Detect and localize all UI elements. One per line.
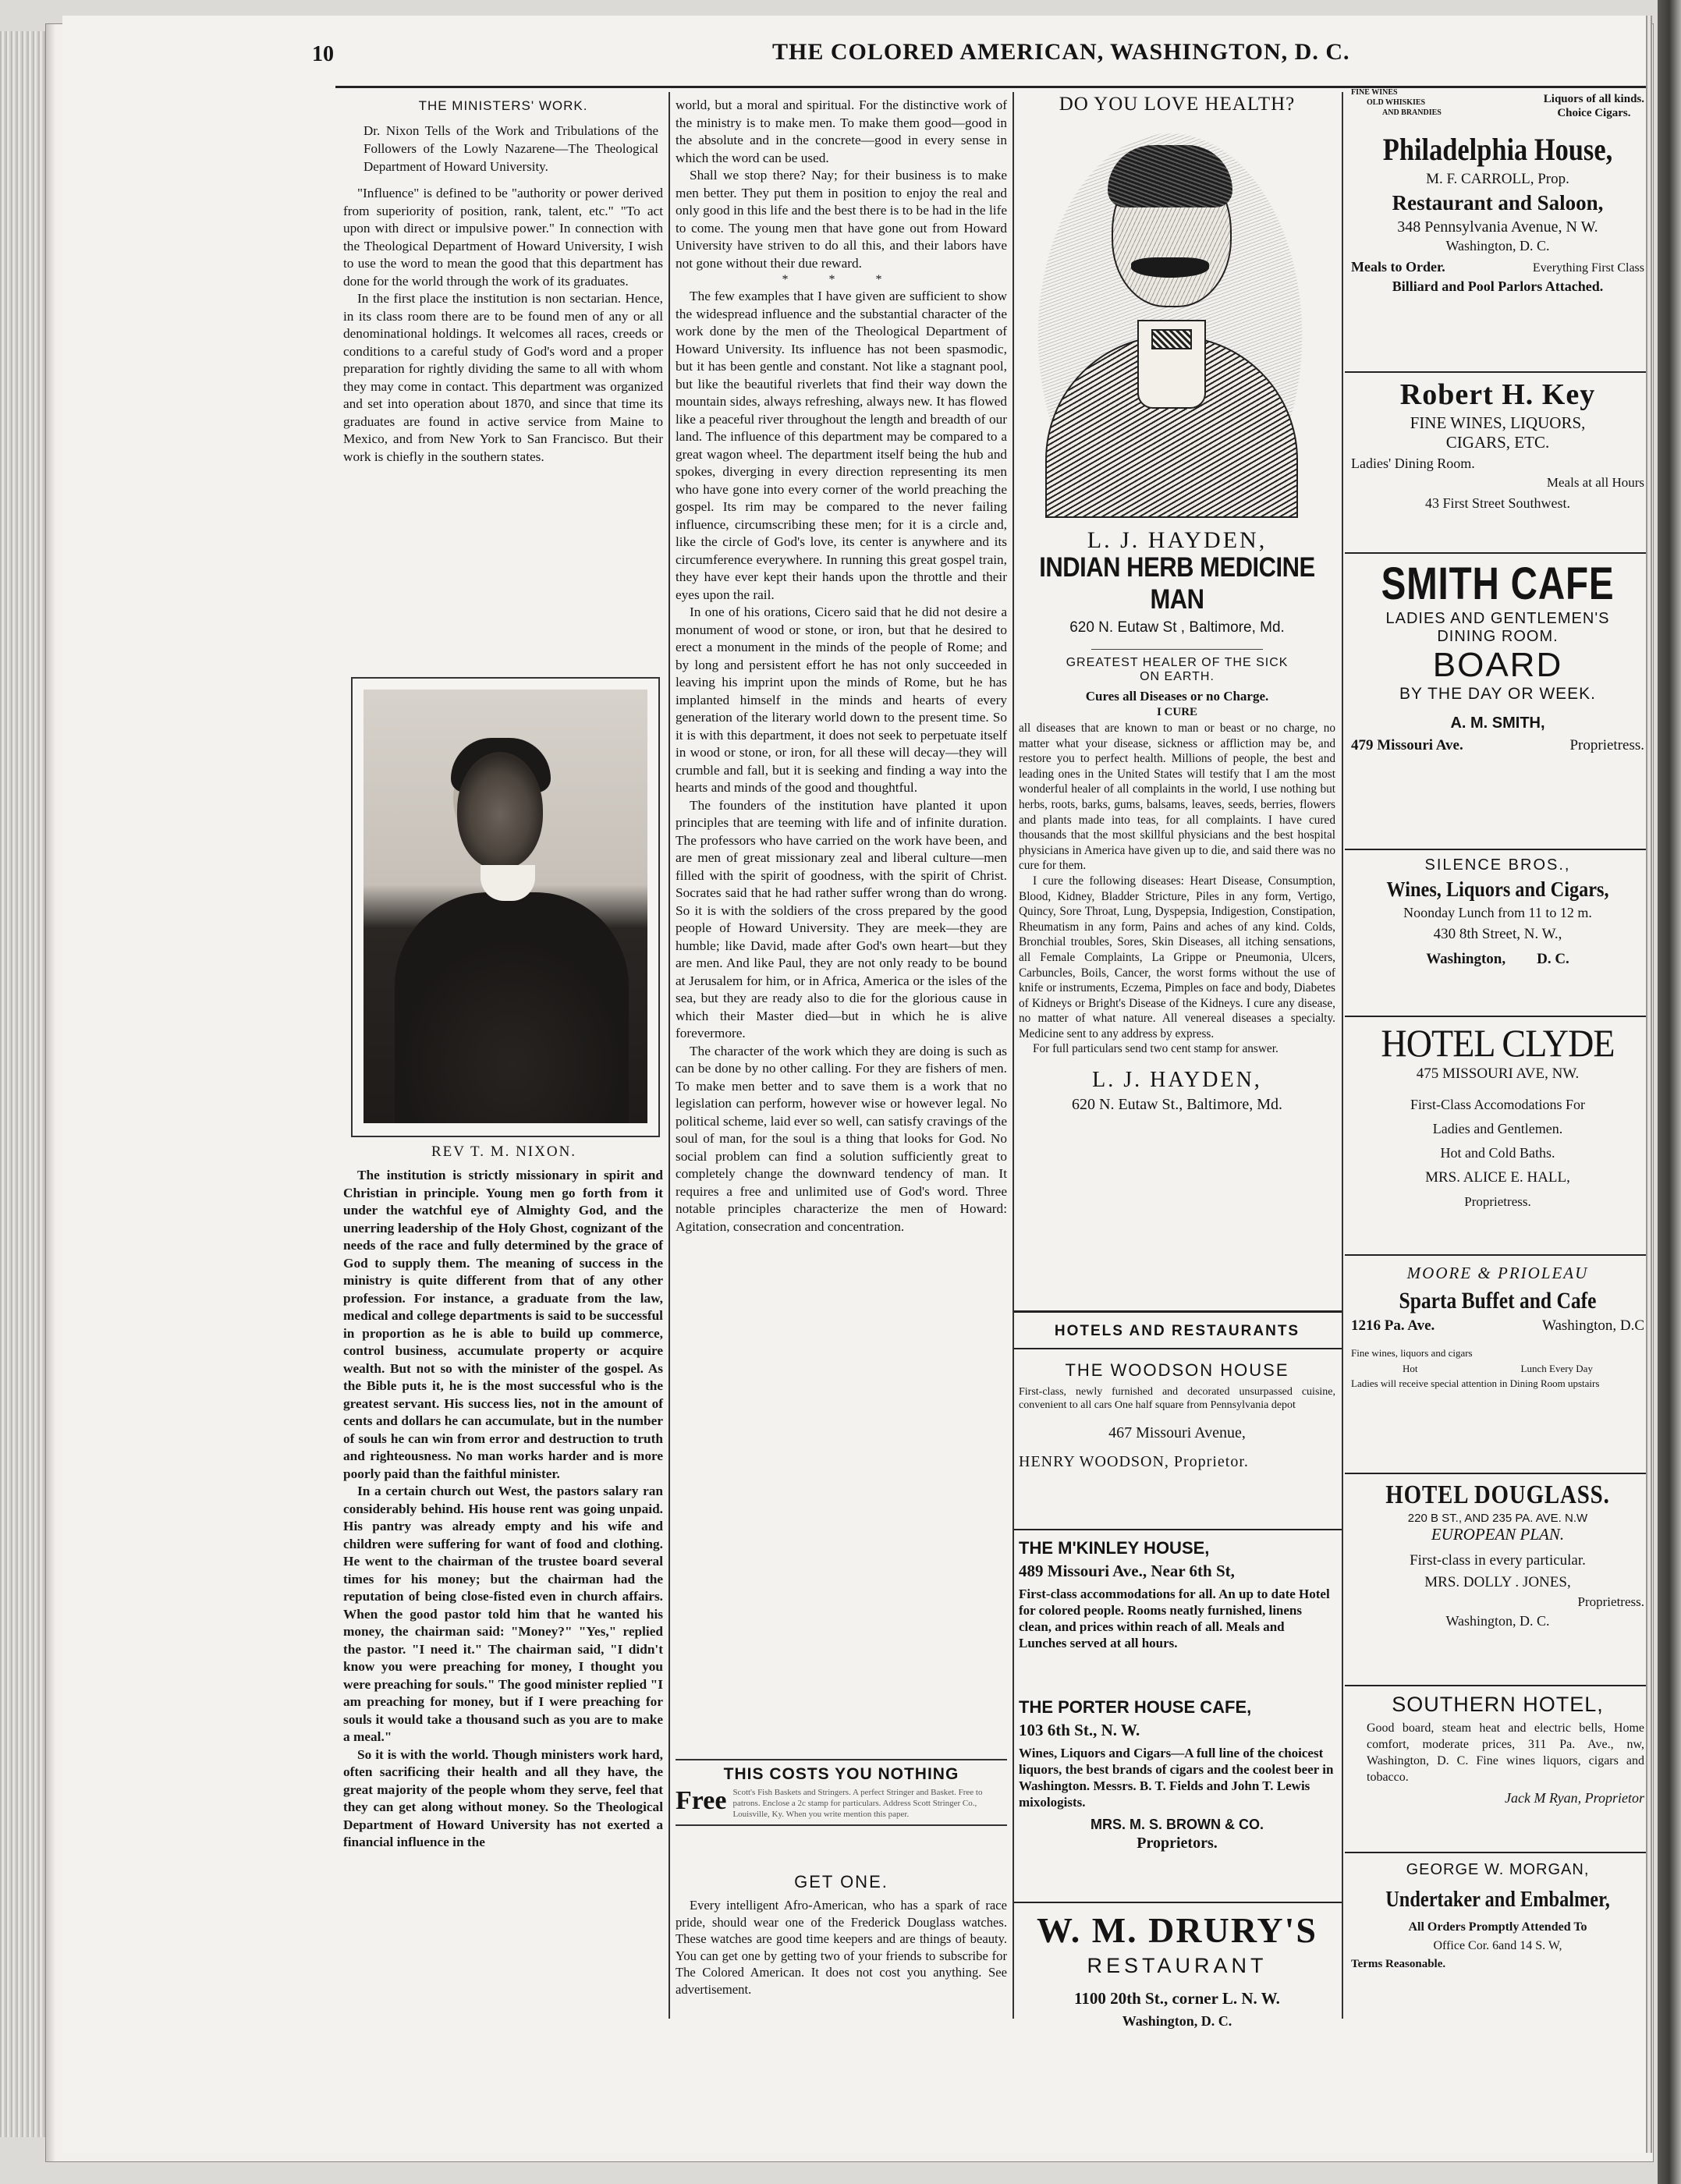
paragraph: world, but a moral and spiritual. For the distinctive work of the ministry is to make men. To make them good—good in the absolute and in the concrete—good in every sense in which the word can be used. — [676, 98, 1007, 165]
photo-coat — [395, 892, 629, 1123]
ad-text: Good board, steam heat and electric bells, Home comfort, moderate prices, 311 Pa. Ave., nw, Washington, D. C. Fine wines liquors, cigars and tobacco. — [1367, 1721, 1644, 1784]
ad-title: THE WOODSON HOUSE — [1065, 1360, 1289, 1380]
ad-line1: First-Class Accomodations For — [1410, 1097, 1585, 1112]
ad-smith — [1351, 558, 1644, 754]
ad-title: SOUTHERN HOTEL, — [1392, 1693, 1604, 1716]
paragraph: In one of his orations, Cicero said that he did not desire a monument of wood or stone, or iron, but that he desired to erect a monument in the minds of the people of Rome; and by long and persistent effort he has not only succeeded in leaving his imprint upon the minds of Rome, but he has implanted himself in the minds and hearts of every generation of the literary world down to the present time. So it is with this department, it does not seek to perpetuate itself in wood or stone, or iron, for all these will decay—they will crumble and fall, but it is seeking and finding a way into the hearts and minds of the good and thoughtful. — [676, 604, 1007, 795]
ad-woodson — [1019, 1360, 1335, 1471]
ad-address: 1216 Pa. Ave. — [1351, 1317, 1435, 1334]
ad-line1: All Orders Promptly Attended To — [1408, 1920, 1587, 1934]
ad-proprietor: Proprietress. — [1464, 1194, 1531, 1209]
ad-free: Free — [676, 1786, 727, 1815]
ad-title: HOTEL CLYDE — [1381, 1021, 1615, 1065]
ad-line2: Ladies and Gentlemen. — [1432, 1121, 1563, 1136]
ad-morgan — [1351, 1861, 1644, 1971]
ad-title: THE M'KINLEY HOUSE, — [1019, 1538, 1210, 1558]
photo-face — [457, 752, 543, 869]
paragraph: I cure the following diseases: Heart Disease, Consumption, Blood, Kidney, Bladder Stricture, Piles in any form, Vertigo, Quincy, Sore Throat, Lung, Dyspepsia, Indigestion, Constipation, Rheumatism in any form, Pains and aches of any kind. Colds, Bronchial troubles, Sores, Skin Diseases, all itching sensations, all Female Complaints, La Grippe or Pneumonia, Ulcers, Carbuncles, Boils, Cancer, the worst forms without the use of knife or instruments, Eczema, Pimples on face and body, Diabetes of Kidneys or Bright's Disease of the Kidneys. I cure any disease, no matter of what nature. All venereal diseases a specialty. Medicine sent to any address by express. — [1019, 874, 1335, 1041]
ad-city: Washington, D. C. — [1445, 238, 1550, 254]
ad-title: Robert H. Key — [1399, 378, 1596, 411]
ad-proprietor: Proprietress. — [1569, 737, 1644, 753]
ad-text: First-class accommodations for all. An up to date Hotel for colored people. Rooms neatly furnished, linens clean, and prices within reach of all. Meals and Lunches served at all hours. — [1019, 1587, 1330, 1650]
ad-text — [676, 1897, 1007, 1998]
ad-lunch: Noonday Lunch from 11 to 12 m. — [1403, 905, 1592, 920]
ad-address: 430 8th Street, N. W., — [1433, 926, 1562, 942]
ad-top: DO YOU LOVE HEALTH? — [1059, 94, 1296, 115]
ad-get-one — [676, 1872, 1007, 1998]
ad-title: W. M. DRURY'S — [1036, 1910, 1318, 1950]
article-body-2 — [676, 97, 1007, 1236]
book-edge — [0, 31, 48, 2137]
ad-healer: GREATEST HEALER OF THE SICK ON EARTH. — [1066, 656, 1289, 683]
article-body-1 — [343, 185, 663, 466]
ad-lunch: Lunch Every Day — [1520, 1363, 1593, 1374]
ad-address: 467 Missouri Avenue, — [1108, 1424, 1246, 1441]
ad-drury — [1019, 1909, 1335, 2030]
article-heading: THE MINISTERS' WORK. — [418, 98, 588, 113]
ad-sub: RESTAURANT — [1087, 1954, 1268, 1977]
ad-terms: Terms Reasonable. — [1351, 1958, 1446, 1970]
ad-hayden-body — [1019, 527, 1335, 1114]
section-stars: * * * — [782, 273, 901, 286]
portrait-tie — [1151, 329, 1192, 349]
column-divider — [668, 92, 670, 2019]
scanner-edge — [1658, 0, 1681, 2184]
ad-key — [1351, 378, 1644, 512]
ad-rule — [1345, 1852, 1646, 1853]
ad-title: GEORGE W. MORGAN, — [1406, 1861, 1590, 1878]
ad-line1: FINE WINES, LIQUORS, — [1410, 413, 1586, 432]
ad-address: 475 MISSOURI AVE, NW. — [1416, 1065, 1580, 1082]
ad-address: 479 Missouri Ave. — [1351, 737, 1463, 753]
paragraph: In the first place the institution is non sectarian. Hence, in its class room there are to be found men of any or all denominational holdings. It welcomes all races, creeds or conditions to a careful study of God's word and a proper preparation for rightly dividing the same to all with whom they may come in contact. This department was organized and set into operation about 1870, and since that time its graduates are found in active service from Maine to Mexico, and from New York to San Francisco. But their work is chiefly in the southern states. — [343, 291, 663, 464]
ad-name: MRS. DOLLY . JONES, — [1424, 1574, 1571, 1590]
masthead: THE COLORED AMERICAN, WASHINGTON, D. C. — [772, 39, 1350, 65]
portrait-photo-frame — [351, 677, 660, 1137]
article-body-1b — [343, 1167, 663, 1852]
ad-address: 220 B ST., AND 235 PA. AVE. N.W — [1407, 1512, 1588, 1525]
ad-text — [1019, 721, 1335, 1057]
ad-hayden — [1019, 94, 1335, 115]
paragraph: Every intelligent Afro-American, who has a spark of race pride, should wear one of the Frederick Douglass watches. These watches are good time keepers and are things of beauty. You can get one by getting two of your friends to subscribe for The Colored American. It does not cost you anything. See advertisement. — [676, 1898, 1007, 1997]
paragraph: The few examples that I have given are sufficient to show the widespread influence and the substantial character of the work done by the men of the Theological Department of Howard University. Its influence has not been spasmodic, but it has been gentle and constant. Not like a stagnant pool, but like the beautiful riverlets that find their way down the mountain sides, always refreshing, always new. It has flowed like a peaceful river throughout the length and breadth of our land. The influence of this department may be compared to a great wagon wheel. The department itself being the hub and spokes, diverging in every direction representing its men who have gone into every corner of the world preaching the gospel. Its rim may be compared to the never failing influence, circumscribing these men; for it is a circle and, like the circle of God's love, its center is anywhere and its circumference everywhere. In running this great gospel train, they have ever kept their hands upon the throttle and their eyes upon the rail. — [676, 289, 1007, 602]
ad-rule — [1345, 1254, 1646, 1256]
ad-title: SMITH CAFE — [1381, 558, 1615, 609]
ad-text: Wines, Liquors and Cigars—A full line of the choicest liquors, the best brands of cigars and the coolest beer in Washington. Messrs. B. T. Fields and John T. Lewis mixologists. — [1019, 1746, 1334, 1810]
paragraph: For full particulars send two cent stamp for answer. — [1033, 1042, 1278, 1056]
column-divider — [1342, 92, 1343, 2019]
ad-line2: Office Cor. 6and 14 S. W, — [1433, 1939, 1562, 1952]
page-number: 10 — [312, 42, 334, 66]
ad-porter — [1019, 1697, 1335, 1852]
paragraph: "Influence" is defined to be "authority or power derived from superiority of position, rank, talent, etc." "To act upon with direct or impulsive power." In connection with the Theological Department of Howard University, I wish to use the word to mean the good that this department has done for the world through the work of its graduates. — [343, 186, 663, 289]
article-column-1 — [343, 92, 663, 466]
ad-cigars: Choice Cigars. — [1557, 107, 1631, 119]
ad-rule — [1014, 1348, 1342, 1349]
ad-clyde — [1351, 1020, 1644, 1210]
ad-rule — [1345, 1685, 1646, 1686]
ad-rule — [1014, 1529, 1342, 1530]
ad-proprietor: M. F. CARROLL, Prop. — [1426, 171, 1569, 187]
ad-rule — [1345, 849, 1646, 850]
ad-costs-nothing — [676, 1759, 1007, 1826]
ad-sub: Restaurant and Saloon, — [1392, 191, 1604, 214]
ad-ladies: Ladies will receive special attention in Dining Room upstairs — [1351, 1377, 1600, 1389]
ad-meals: Meals to Order. — [1351, 259, 1445, 275]
ad-line3: Hot and Cold Baths. — [1440, 1145, 1555, 1161]
section-title: HOTELS AND RESTAURANTS — [1054, 1323, 1300, 1339]
ad-city: Washington, D. C. — [1445, 1613, 1550, 1629]
ad-title: THIS COSTS YOU NOTHING — [723, 1765, 959, 1783]
article-subhead: Dr. Nixon Tells of the Work and Tribulations of the Followers of the Lowly Nazarene—The Theological Department of Howard University. — [364, 123, 658, 174]
ad-proprietor: HENRY WOODSON, Proprietor. — [1019, 1453, 1249, 1470]
ad-brandies: AND BRANDIES — [1382, 108, 1442, 117]
portrait-photo — [364, 690, 647, 1123]
photo-caption: REV T. M. NIXON. — [431, 1143, 577, 1160]
ad-mckinley — [1019, 1538, 1335, 1651]
ad-fine: Fine wines, liquors and cigars — [1351, 1347, 1473, 1359]
portrait-hair — [1108, 145, 1232, 207]
ad-proprietor: MRS. M. S. BROWN & CO. — [1091, 1817, 1264, 1832]
paragraph: The character of the work which they are doing is such as can be done by no other calling. For they are fishers of men. To make men better and to save them is a work that no legislation can perform, however wise or however legal. No political scheme, laid ever so well, can satisfy cravings of the soul of man, for the soul is a thing that looks for God. No social problem can find a solution sufficiently great to completely change the downward tendency of man. It requires a free and unlimited use of God's word. Three notable principles characterize the men of Howard: Agitation, consecration and concentration. — [676, 1043, 1007, 1234]
ad-philadelphia — [1351, 87, 1644, 295]
ad-proprietor: Jack M Ryan, Proprietor — [1505, 1790, 1644, 1806]
ad-fine: FINE WINES — [1351, 88, 1398, 97]
ad-southern — [1351, 1693, 1644, 1806]
ad-line2: CIGARS, ETC. — [1445, 433, 1550, 452]
ad-rule — [1014, 1902, 1342, 1903]
article-column-1-bottom — [343, 1167, 663, 1852]
ad-silence — [1351, 856, 1644, 968]
ad-title: GET ONE. — [794, 1872, 888, 1892]
engraved-portrait — [1037, 125, 1303, 515]
ad-billiard: Billiard and Pool Parlors Attached. — [1392, 278, 1604, 294]
ad-cures: Cures all Diseases or no Charge. — [1085, 689, 1269, 704]
ad-title: SILENCE BROS., — [1424, 856, 1571, 874]
paragraph: The founders of the institution have planted it upon principles that are teeming with life and of infinite duration. The professors who have carried on the work have been, and are men of great missionary zeal and liberal culture—men filled with the spirit of goodness, with the spirit of Christ. Socrates said that he had rather suffer wrong than do wrong. So it is with the soldiers of the cross prepared by the good people of Howard University. They are meek—they are humble; like David, made after God's own heart—but they are men. And like Paul, they are not only ready to be bound at Jerusalem for him, or in Africa, America or the isles of the sea, but they are ready also to die for the glorious cause in which their Master died—but in which he is alive forevermore. — [676, 797, 1007, 1041]
ad-plan: EUROPEAN PLAN. — [1431, 1525, 1565, 1544]
ad-line2: DINING ROOM. — [1437, 628, 1559, 645]
ad-sparta — [1351, 1264, 1644, 1390]
article-column-2 — [676, 97, 1007, 1236]
ad-old: OLD WHISKIES — [1367, 98, 1426, 107]
ad-names: MOORE & PRIOLEAU — [1406, 1264, 1589, 1282]
paragraph: So it is with the world. Though ministers work hard, often sacrificing their health and all they have, the great majority of the people whom they serve, feel that they can get along without money. So the Theological Department of Howard University has not exerted a financial influence in the — [343, 1746, 663, 1849]
ad-hot: Hot — [1403, 1363, 1418, 1374]
ad-name-2: L. J. HAYDEN, — [1092, 1068, 1262, 1093]
ad-title: INDIAN HERB MEDICINE MAN — [1039, 551, 1315, 615]
ad-sub: Undertaker and Embalmer, — [1385, 1887, 1610, 1912]
ad-line1: LADIES AND GENTLEMEN'S — [1385, 610, 1610, 627]
ad-rule — [1345, 371, 1646, 373]
hotels-header — [1019, 1323, 1335, 1340]
ad-title: THE PORTER HOUSE CAFE, — [1019, 1697, 1252, 1717]
ad-title: Sparta Buffet and Cafe — [1399, 1288, 1597, 1314]
ad-week: BY THE DAY OR WEEK. — [1399, 685, 1596, 703]
ad-address: 1100 20th St., corner L. N. W. — [1074, 1989, 1280, 2008]
paragraph: all diseases that are known to man or beast or no charge, no matter what your disease, sickness or affliction may be, and restore you to perfect health. Millions of people, the best and leading ones in the United States will testify that I am the most wonderful healer of all complaints in the world, I use nothing but herbs, roots, barks, gums, balsams, leaves, seeds, berries, flowers and plants made into teas, for all complaints. I have cured thousands that the most skillful physicians and the best hospital physicians in America have given up to die, and said there was no cure for them. — [1019, 722, 1335, 873]
ad-board: BOARD — [1432, 646, 1563, 684]
ad-city: Washington, — [1426, 951, 1506, 967]
ad-title: Philadelphia House, — [1382, 132, 1613, 167]
ad-address-2: 620 N. Eutaw St., Baltimore, Md. — [1072, 1096, 1282, 1114]
paragraph: Shall we stop there? Nay; for their business is to make men better. They put them in position to enjoy the real and only good in this life and the best there is to be had in the life to come. The young men that have gone out from Howard University have striven to do all this, and their labors have not gone without their due reward. — [676, 168, 1007, 271]
ad-proprietor: Proprietress. — [1577, 1594, 1644, 1609]
ad-name: L. J. HAYDEN, — [1087, 527, 1268, 553]
column-divider — [1013, 92, 1014, 2019]
ad-liquors: Liquors of all kinds. — [1543, 93, 1644, 105]
ad-proprietor-2: Proprietors. — [1137, 1835, 1218, 1852]
ad-rule — [1014, 1310, 1342, 1313]
ad-address: 43 First Street Southwest. — [1424, 495, 1570, 511]
ad-address: 103 6th St., N. W. — [1019, 1721, 1140, 1739]
ad-address: 620 N. Eutaw St , Baltimore, Md. — [1069, 619, 1285, 636]
ad-sub: Wines, Liquors and Cigars, — [1386, 878, 1609, 901]
ad-line1: First-class in every particular. — [1410, 1552, 1586, 1569]
ad-icure: I CURE — [1156, 706, 1198, 718]
ad-first-class: Everything First Class — [1532, 261, 1644, 275]
ad-rule — [1345, 552, 1646, 554]
ad-name: A. M. SMITH, — [1450, 714, 1545, 732]
ad-state: D. C. — [1537, 951, 1569, 967]
ad-address: 348 Pennsylvania Avenue, N W. — [1397, 218, 1598, 236]
paragraph: The institution is strictly missionary in spirit and Christian in principle. Young men go forth from it under the watchful eye of Almighty God, and the unerring leadership of the Holy Ghost, cognizant of the needs of the race and fully determined by the grace of God to supply them. The meaning of success in the ministry is quite different from that of any other profession. For instance, a graduate from the law, medical and college departments is said to be successful in proportion as he is able to build up commerce, control business, accumulate property or acquire wealth. But not so with the minister of the gospel. As the Bible puts it, he is the most successful who is the greatest servant. His success lies, not in the amount of cents and dollars he can accumulate, but in the number of souls he can win from error and destruction to truth and righteousness. No man works harder and is more poorly paid than the faithful minister. — [343, 1168, 663, 1481]
portrait-mustache — [1131, 257, 1209, 278]
ad-text: First-class, newly furnished and decorated unsurpassed cuisine, convenient to all cars One half square from Pennsylvania depot — [1019, 1386, 1335, 1411]
ad-name: MRS. ALICE E. HALL, — [1425, 1169, 1570, 1186]
ad-dining: Ladies' Dining Room. — [1351, 456, 1475, 471]
ad-douglass — [1351, 1480, 1644, 1629]
ad-title: HOTEL DOUGLASS. — [1385, 1480, 1610, 1509]
ad-city: Washington, D. C. — [1122, 2013, 1232, 2029]
ad-rule — [1345, 1473, 1646, 1474]
paragraph: In a certain church out West, the pastors salary ran considerably behind. His house rent was going unpaid. His pantry was already empty and his wife and children were suffering for want of food and clothing. He went to the chairman of the trustee board several times for his money; but the chairman had the reputation of being close-fisted even in church affairs. When the good pastor told him that he wanted his money, the chairman said: "Money?" "Yes," replied the pastor. "I need it." The chairman said, "I didn't know you were preaching for money, I thought you were preaching for souls." The good minister replied "I am preaching for money, but if I were preaching for souls it would take a thousand such as you are to make a meal." — [343, 1484, 663, 1744]
ad-meals: Meals at all Hours — [1546, 475, 1644, 490]
ad-rule — [1345, 1016, 1646, 1017]
ad-text: Scott's Fish Baskets and Stringers. A perfect Stringer and Basket. Free to patrons. Enclose a 2c stamp for particulars. Address Scott Stringer Co., Louisville, Ky. When you write mention this paper. — [732, 1788, 983, 1819]
ad-address: 489 Missouri Ave., Near 6th St, — [1019, 1562, 1235, 1580]
ad-city: Washington, D.C — [1542, 1317, 1644, 1334]
